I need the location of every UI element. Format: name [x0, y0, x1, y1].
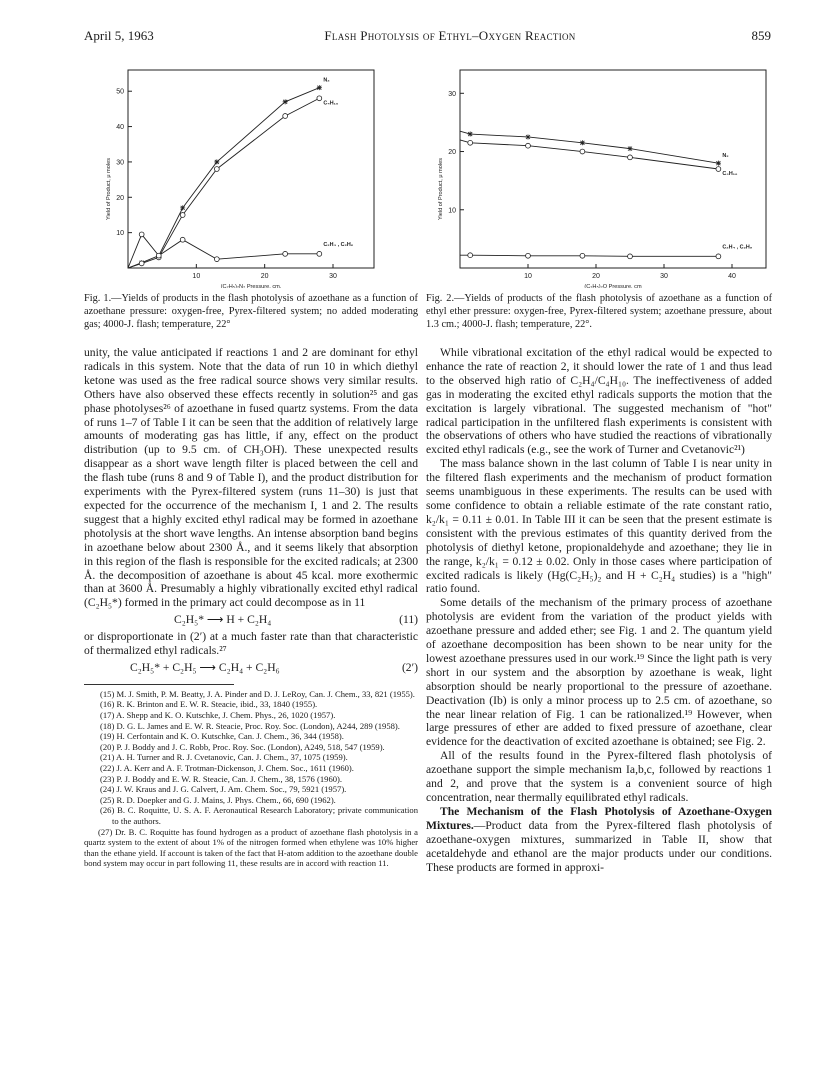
data-point: [468, 253, 473, 258]
reference-list: [84, 689, 418, 869]
series-line-c-h-c-h: [460, 255, 718, 256]
x-tick-label: 20: [592, 273, 600, 280]
series-label-n: N₂: [323, 77, 330, 84]
equation-11-number: (11): [399, 613, 418, 627]
footnote-rule: [84, 684, 234, 685]
reference-item: (21) A. H. Turner and R. J. Cvetanovic, Can. J. Chem., 37, 1075 (1959).: [100, 752, 348, 763]
data-point: [526, 134, 531, 139]
series-line-c-h: [460, 140, 718, 169]
data-point: [468, 140, 473, 145]
right-paragraph-4: All of the results found in the Pyrex-filtered flash photolysis of azoethane support the simple mechanism Ia,b,c, followed by reactions 1 and 2, and prove that the system is a convenient source of high concentration, near thermally equilibrated ethyl radicals.: [426, 749, 772, 804]
data-point: [214, 257, 219, 262]
y-tick-label: 20: [116, 194, 124, 202]
data-point: [526, 253, 531, 258]
reference-item: (18) D. G. L. James and E. W. R. Steacie, Proc. Roy. Soc. (London), A244, 289 (1958).: [100, 720, 400, 731]
x-axis-label: (C₂H₅)₂N₂ Pressure, cm.: [220, 284, 282, 288]
section-body: —Product data from the Pyrex-filtered flash photolysis of azoethane-oxygen mixtures, summarized in Table II, show that acetaldehyde and ethanol are the major products under our conditions. These products are formed in approxi-: [426, 818, 772, 874]
right-paragraph-5: [426, 805, 772, 875]
reference-item: (20) P. J. Boddy and J. C. Robb, Proc. Roy. Soc. (London), A249, 518, 547 (1959).: [100, 741, 385, 752]
figure-1-caption: Fig. 1.—Yields of products in the flash photolysis of azoethane as a function of azoethane pressure: oxygen-free, Pyrex-filtered system; no added moderating gas; 4000-J. flash; temperature, 22°: [84, 293, 418, 330]
data-point: [214, 159, 219, 164]
data-point: [283, 99, 288, 104]
data-point: [283, 251, 288, 256]
x-tick-label: 10: [192, 273, 201, 280]
series-label-c-h-c-h: C₂H₄ , C₂H₆: [722, 244, 753, 251]
equation-11: [84, 610, 418, 630]
data-point: [580, 149, 585, 154]
data-point: [180, 237, 185, 242]
reference-item: (24) J. W. Kraus and J. G. Calvert, J. Am. Chem. Soc., 79, 5921 (1957).: [100, 784, 347, 795]
series-line-c-h-c-h: [128, 234, 319, 268]
data-point: [526, 143, 531, 148]
series-label-c-h: C₄H₁₀: [722, 171, 738, 177]
data-point: [580, 140, 585, 145]
data-point: [580, 253, 585, 258]
reference-item: (22) J. A. Kerr and A. F. Trotman-Dickenson, J. Chem. Soc., 1611 (1960).: [100, 763, 354, 773]
series-label-n: N₂: [722, 153, 729, 160]
data-point: [317, 96, 322, 101]
reference-item: (25) R. D. Doepker and G. J. Mains, J. Phys. Chem., 66, 690 (1962).: [100, 794, 336, 805]
right-paragraph-1: While vibrational excitation of the ethyl radical would be expected to enhance the rate of reaction 2, it should lower the rate of 1 and thus lead to the observed high ratio of C₂H₄/C₄H₁₀. The ineffectiveness of added gas in moderating the excited ethyl radicals supports the motion that the excitation is largely vibrational. The suggested mechanism of "hot" radical participation in the unfiltered flash experiments is consistent with the observations of others who have studied the reactions of vibrationally excited ethyl radicals (e.g., see the work of Turner and Cvetanovic²¹): [426, 346, 772, 457]
data-point: [180, 205, 185, 210]
left-paragraph-2: or disproportionate in (2′) at a much faster rate than that characteristic of thermalized ethyl radicals.²⁷: [84, 630, 418, 658]
reference-item: (23) P. J. Boddy and E. W. R. Steacie, Can. J. Chem., 38, 1576 (1960).: [100, 773, 343, 784]
data-point: [716, 254, 721, 259]
right-text-column: [426, 346, 772, 874]
series-line-n: [460, 131, 718, 163]
data-point: [317, 251, 322, 256]
reference-item: (15) M. J. Smith, P. M. Beatty, J. A. Pinder and D. J. LeRoy, Can. J. Chem., 33, 821 (1955).: [100, 688, 415, 699]
footnote-27: (27) Dr. B. C. Roquitte has found hydrogen as a product of azoethane flash photolysis in a quartz system to the extent of about 1% of the nitrogen formed when ethylene was 10% higher than the ethane yield. If account is taken of the fact that H-atom addition to the azoethane double bond system may occur in part following 11, these results are in accord with reaction 11.: [84, 826, 418, 869]
series-label-c-h: C₄H₁₀: [323, 100, 339, 107]
x-axis-label: (C₂H₅)₂O Pressure, cm: [584, 284, 642, 288]
data-point: [180, 213, 185, 218]
reference-item: (26) B. C. Roquitte, U. S. A. F. Aeronautical Research Laboratory; private communication to the authors.: [100, 805, 418, 826]
data-point: [628, 146, 633, 151]
data-point: [214, 167, 219, 172]
reference-item: (19) H. Cerfontain and K. O. Kutschke, Can. J. Chem., 36, 344 (1958).: [100, 731, 344, 742]
reference-item: (17) A. Shepp and K. O. Kutschke, J. Chem. Phys., 26, 1020 (1957).: [100, 710, 336, 721]
running-header-title: Flash Photolysis of Ethyl–Oxygen Reaction: [324, 28, 576, 43]
data-point: [139, 232, 144, 237]
y-tick-label: 20: [448, 149, 456, 157]
running-header-date: April 5, 1963: [84, 28, 154, 43]
data-point: [156, 253, 161, 258]
figure-2-chart: [426, 58, 771, 288]
x-tick-label: 10: [524, 273, 532, 280]
series-line-n: [128, 88, 319, 268]
x-tick-label: 40: [728, 273, 736, 280]
equation-11-text: C₂H₅* ⟶ H + C₂H₄: [174, 613, 272, 627]
equation-2prime-text: C₂H₅* + C₂H₅ ⟶ C₂H₄ + C₂H₆: [130, 660, 280, 674]
data-point: [317, 85, 322, 90]
y-tick-label: 10: [116, 230, 124, 238]
equation-2prime: [84, 658, 418, 678]
y-axis-label: Yield of Product, μ moles: [106, 157, 112, 221]
left-paragraph-1: unity, the value anticipated if reactions 1 and 2 are dominant for ethyl radicals in this system. Note that the data of run 10 in which diethyl ketone was used as the free radical source shows very similar results. Others have also observed these effects recently in solution²⁵ and gas phase photolyses²⁶ of azoethane in fused quartz systems. From the data of runs 1–7 of Table I it can be seen that the addition of relatively large amounts of moderating gas has little, if any, effect on the product distribution (up to 9.5 cm. of CH₃OH). These unexpected results disappear as a short wave length filter is placed between the cell and the flash tube (runs 8 and 9 of Table I), and the product distribution for experiments with the Pyrex-filtered system (runs 11–30) is just that expected for the occurrence of the mechanism I, 1 and 2. The results suggest that a highly excited ethyl radical may be formed in azoethane photolysis at the short wave lengths. An intense absorption band begins in azoethane below about 2300 Å., and it seems likely that absorption in this region of the flash is responsible for the excited radicals; at 2300 Å. the decomposition of azoethane is about 45 kcal. more exothermic than at 3600 Å. Presumably a highly vibrationally excited ethyl radical (C₂H₅*) formed in the primary act could decompose as in 11: [84, 346, 418, 610]
x-tick-label: 30: [329, 273, 337, 280]
data-point: [283, 114, 288, 119]
data-point: [468, 132, 473, 137]
left-text-column: [84, 346, 418, 869]
y-tick-label: 30: [448, 90, 456, 98]
y-tick-label: 40: [116, 124, 124, 132]
x-tick-label: 30: [660, 273, 668, 280]
series-label-c-h-c-h: C₂H₄ , C₂H₆: [323, 241, 354, 248]
data-point: [628, 254, 633, 259]
y-tick-label: 50: [116, 88, 124, 96]
right-paragraph-2: The mass balance shown in the last column of Table I is near unity in the filtered flash experiments and the mechanism of product formation seems unambiguous in these experiments. The results can be used with some confidence to obtain a reliable estimate of the rate constant ratio, k₂/k₁ = 0.11 ± 0.01. In Table III it can be seen that the present estimate is consistent with the previous estimates of this quantity derived from the photolysis of diethyl ketone, propionaldehyde and azoethane; they lie in the range, k₂/k₁ = 0.12 ± 0.02. Only in those cases where participation of excited radicals is likely (Hg(C₂H₅)₂ and H + C₂H₄ studies) is a "high" ratio found.: [426, 457, 772, 596]
figure-2-caption: Fig. 2.—Yields of products of the flash photolysis of azoethane as a function of ethyl ether pressure: oxygen-free, Pyrex-filtered system; azoethane pressure, about 1.3 cm.; 4000-J. flash; temperature, 22°.: [426, 293, 772, 330]
right-paragraph-3: Some details of the mechanism of the primary process of azoethane photolysis are evident from the variation of the product yields with azoethane pressure and added ether; see Fig. 1 and 2. The quantum yield of azoethane decomposition has been shown to be near unity for the lowest azoethane pressures used in our work.¹⁹ Since the light path is very short in our system and the absorption by azoethane is weak, light absorption should be nearly proportional to the pressure of azoethane. Deactivation (Ib) is only a minor process up to 2.5 cm. of azoethane, so the near linear relation of Fig. 1 can be rationalized.¹⁹ However, when large pressures of ether are added to fixed pressure of azoethane, clear evidence for the deactivation of excited azoethane is obtained; see Fig. 2.: [426, 596, 772, 749]
figure-1-chart: [84, 58, 424, 288]
data-point: [716, 161, 721, 166]
y-tick-label: 30: [116, 159, 124, 167]
equation-2prime-number: (2′): [401, 660, 418, 674]
y-axis-label: Yield of Product, μ moles: [438, 157, 444, 221]
data-point: [716, 167, 721, 172]
data-point: [139, 261, 144, 266]
data-point: [628, 155, 633, 160]
y-tick-label: 10: [448, 207, 456, 215]
series-line-c-h: [128, 98, 319, 268]
x-tick-label: 20: [260, 273, 269, 280]
page-number: 859: [751, 28, 771, 43]
reference-item: (16) R. K. Brinton and E. W. R. Steacie, ibid., 33, 1840 (1955).: [100, 699, 318, 710]
section-heading: The Mechanism of the Flash Photolysis of Azoethane-Oxygen Mixtures.: [426, 804, 772, 832]
